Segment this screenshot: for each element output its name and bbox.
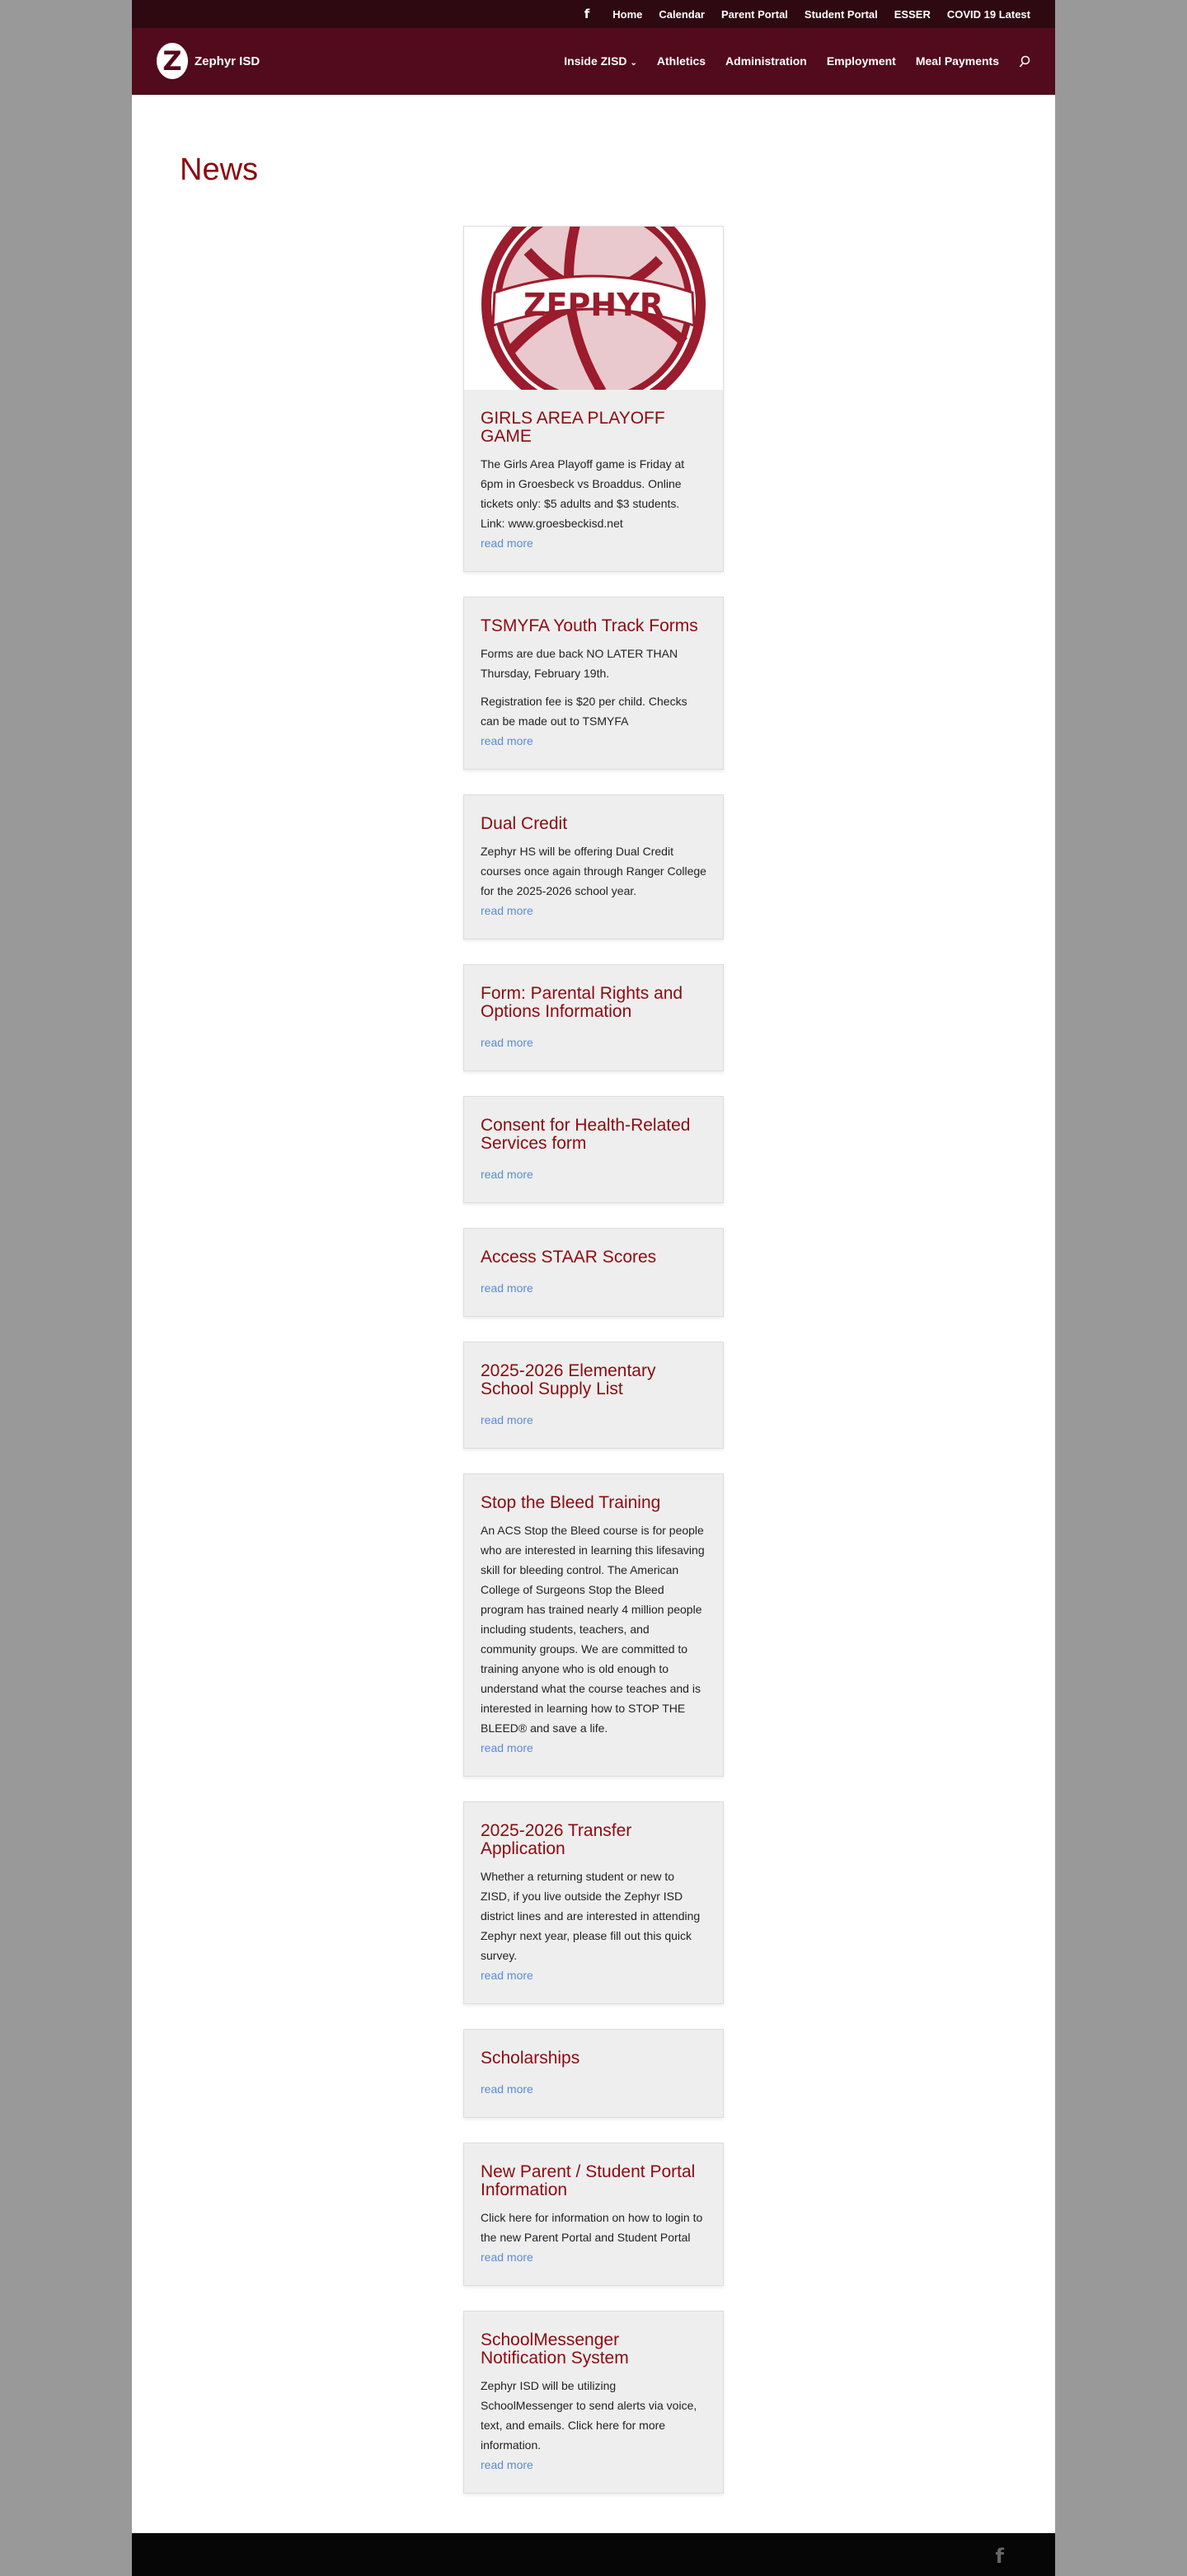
post-thumbnail[interactable]: [464, 227, 723, 390]
card-body: [464, 1802, 723, 2003]
nav-employment[interactable]: Employment: [826, 54, 896, 68]
top-link-home[interactable]: Home: [612, 7, 643, 21]
footer: [132, 2533, 1055, 2576]
read-more-link[interactable]: read more: [481, 2458, 533, 2471]
read-more-link[interactable]: read more: [481, 1281, 533, 1295]
nav-athletics[interactable]: Athletics: [656, 54, 706, 68]
news-card: [463, 597, 724, 770]
post-excerpt: Zephyr HS will be offering Dual Credit courses once again through Ranger College for the 2025-2026 school year.: [481, 845, 706, 897]
read-more-link[interactable]: read more: [481, 734, 533, 747]
card-body: [464, 795, 723, 939]
post-title[interactable]: TSMYFA Youth Track Forms: [481, 616, 698, 635]
post-title[interactable]: Scholarships: [481, 2049, 580, 2068]
read-more-link[interactable]: read more: [481, 2082, 533, 2096]
post-title[interactable]: 2025-2026 Transfer Application: [481, 1821, 632, 1858]
post-title[interactable]: Form: Parental Rights and Options Information: [481, 984, 683, 1021]
chevron-down-icon: ⌄: [630, 59, 637, 68]
facebook-icon[interactable]: f: [584, 7, 590, 21]
main-header: [132, 28, 1055, 95]
news-card: [463, 1096, 724, 1203]
news-card: [463, 2029, 724, 2118]
read-more-link[interactable]: read more: [481, 1036, 533, 1049]
news-card: [463, 1801, 724, 2004]
card-body: [464, 1342, 723, 1448]
read-more-link[interactable]: read more: [481, 2250, 533, 2264]
post-title[interactable]: New Parent / Student Portal Information: [481, 2162, 696, 2199]
post-excerpt: Registration fee is $20 per child. Checks can be made out to TSMYFA: [481, 695, 687, 728]
post-title[interactable]: GIRLS AREA PLAYOFF GAME: [481, 409, 665, 446]
card-body: [464, 1097, 723, 1202]
top-link-covid[interactable]: COVID 19 Latest: [946, 7, 1030, 21]
nav-meal-payments[interactable]: Meal Payments: [915, 54, 999, 68]
card-body: [464, 390, 723, 571]
card-body: [464, 2030, 723, 2117]
read-more-link[interactable]: read more: [481, 1168, 533, 1181]
read-more-link[interactable]: read more: [481, 904, 533, 917]
card-body: [464, 597, 723, 769]
main-content: [132, 95, 1055, 2576]
top-link-esser[interactable]: ESSER: [894, 7, 931, 21]
card-body: [464, 1474, 723, 1776]
logo: Z: [157, 43, 188, 79]
post-excerpt: Whether a returning student or new to ZISD, if you live outside the Zephyr ISD district lines and are interested in attending Zephyr next year, please fill out this quick survey.: [481, 1870, 701, 1962]
post-excerpt: Zephyr ISD will be utilizing SchoolMessenger to send alerts via voice, text, and emails. Click here for more information.: [481, 2379, 697, 2452]
post-title[interactable]: 2025-2026 Elementary School Supply List: [481, 1361, 656, 1398]
news-card: [463, 2311, 724, 2494]
top-bar: [132, 0, 1055, 28]
site-logo-link[interactable]: [157, 43, 260, 79]
site-name: Zephyr ISD: [195, 54, 260, 68]
post-excerpt: Forms are due back NO LATER THAN Thursday, February 19th.: [481, 647, 678, 680]
card-body: [464, 2311, 723, 2493]
read-more-link[interactable]: read more: [481, 536, 533, 550]
news-card: [463, 794, 724, 939]
post-title[interactable]: Stop the Bleed Training: [481, 1493, 661, 1512]
page-title: News: [180, 152, 259, 187]
nav-label: Inside ZISD: [564, 54, 627, 68]
news-card: [463, 226, 724, 572]
post-title[interactable]: Access STAAR Scores: [481, 1248, 657, 1267]
read-more-link[interactable]: read more: [481, 1741, 533, 1754]
post-title[interactable]: Consent for Health-Related Services form: [481, 1116, 691, 1153]
nav-inside-zisd[interactable]: [564, 54, 637, 68]
post-excerpt: An ACS Stop the Bleed course is for people who are interested in learning this lifesaving skill for bleeding control. The American College of Surgeons Stop the Bleed program has trained nearly 4 million people including students, teachers, and community groups. We are committed to training anyone who is old enough to understand what the course teaches and is interested in learning how to STOP THE BLEED® and save a life.: [481, 1524, 705, 1735]
top-link-parent-portal[interactable]: Parent Portal: [721, 7, 788, 21]
news-card: [463, 1342, 724, 1449]
post-excerpt: Click here for information on how to login to the new Parent Portal and Student Portal: [481, 2211, 703, 2244]
news-list: [463, 226, 724, 2576]
page: [132, 0, 1055, 2576]
nav-administration[interactable]: Administration: [725, 54, 807, 68]
facebook-icon[interactable]: f: [995, 2545, 1004, 2568]
search-icon[interactable]: [1019, 55, 1030, 67]
read-more-link[interactable]: read more: [481, 1969, 533, 1982]
main-nav: [564, 54, 1030, 68]
top-link-calendar[interactable]: Calendar: [659, 7, 705, 21]
news-card: [463, 964, 724, 1071]
news-card: [463, 2143, 724, 2286]
zephyr-logo-text: ZEPHYR: [523, 287, 664, 323]
post-excerpt: The Girls Area Playoff game is Friday at 6pm in Groesbeck vs Broaddus. Online tickets only: $5 adults and $3 students. Link: www.groesbeckisd.net: [481, 457, 685, 530]
card-body: [464, 1229, 723, 1316]
post-title[interactable]: SchoolMessenger Notification System: [481, 2330, 629, 2368]
news-card: [463, 1473, 724, 1777]
card-body: [464, 2143, 723, 2285]
news-card: [463, 1228, 724, 1317]
top-link-student-portal[interactable]: Student Portal: [804, 7, 878, 21]
card-body: [464, 965, 723, 1070]
read-more-link[interactable]: read more: [481, 1413, 533, 1426]
post-title[interactable]: Dual Credit: [481, 814, 568, 833]
